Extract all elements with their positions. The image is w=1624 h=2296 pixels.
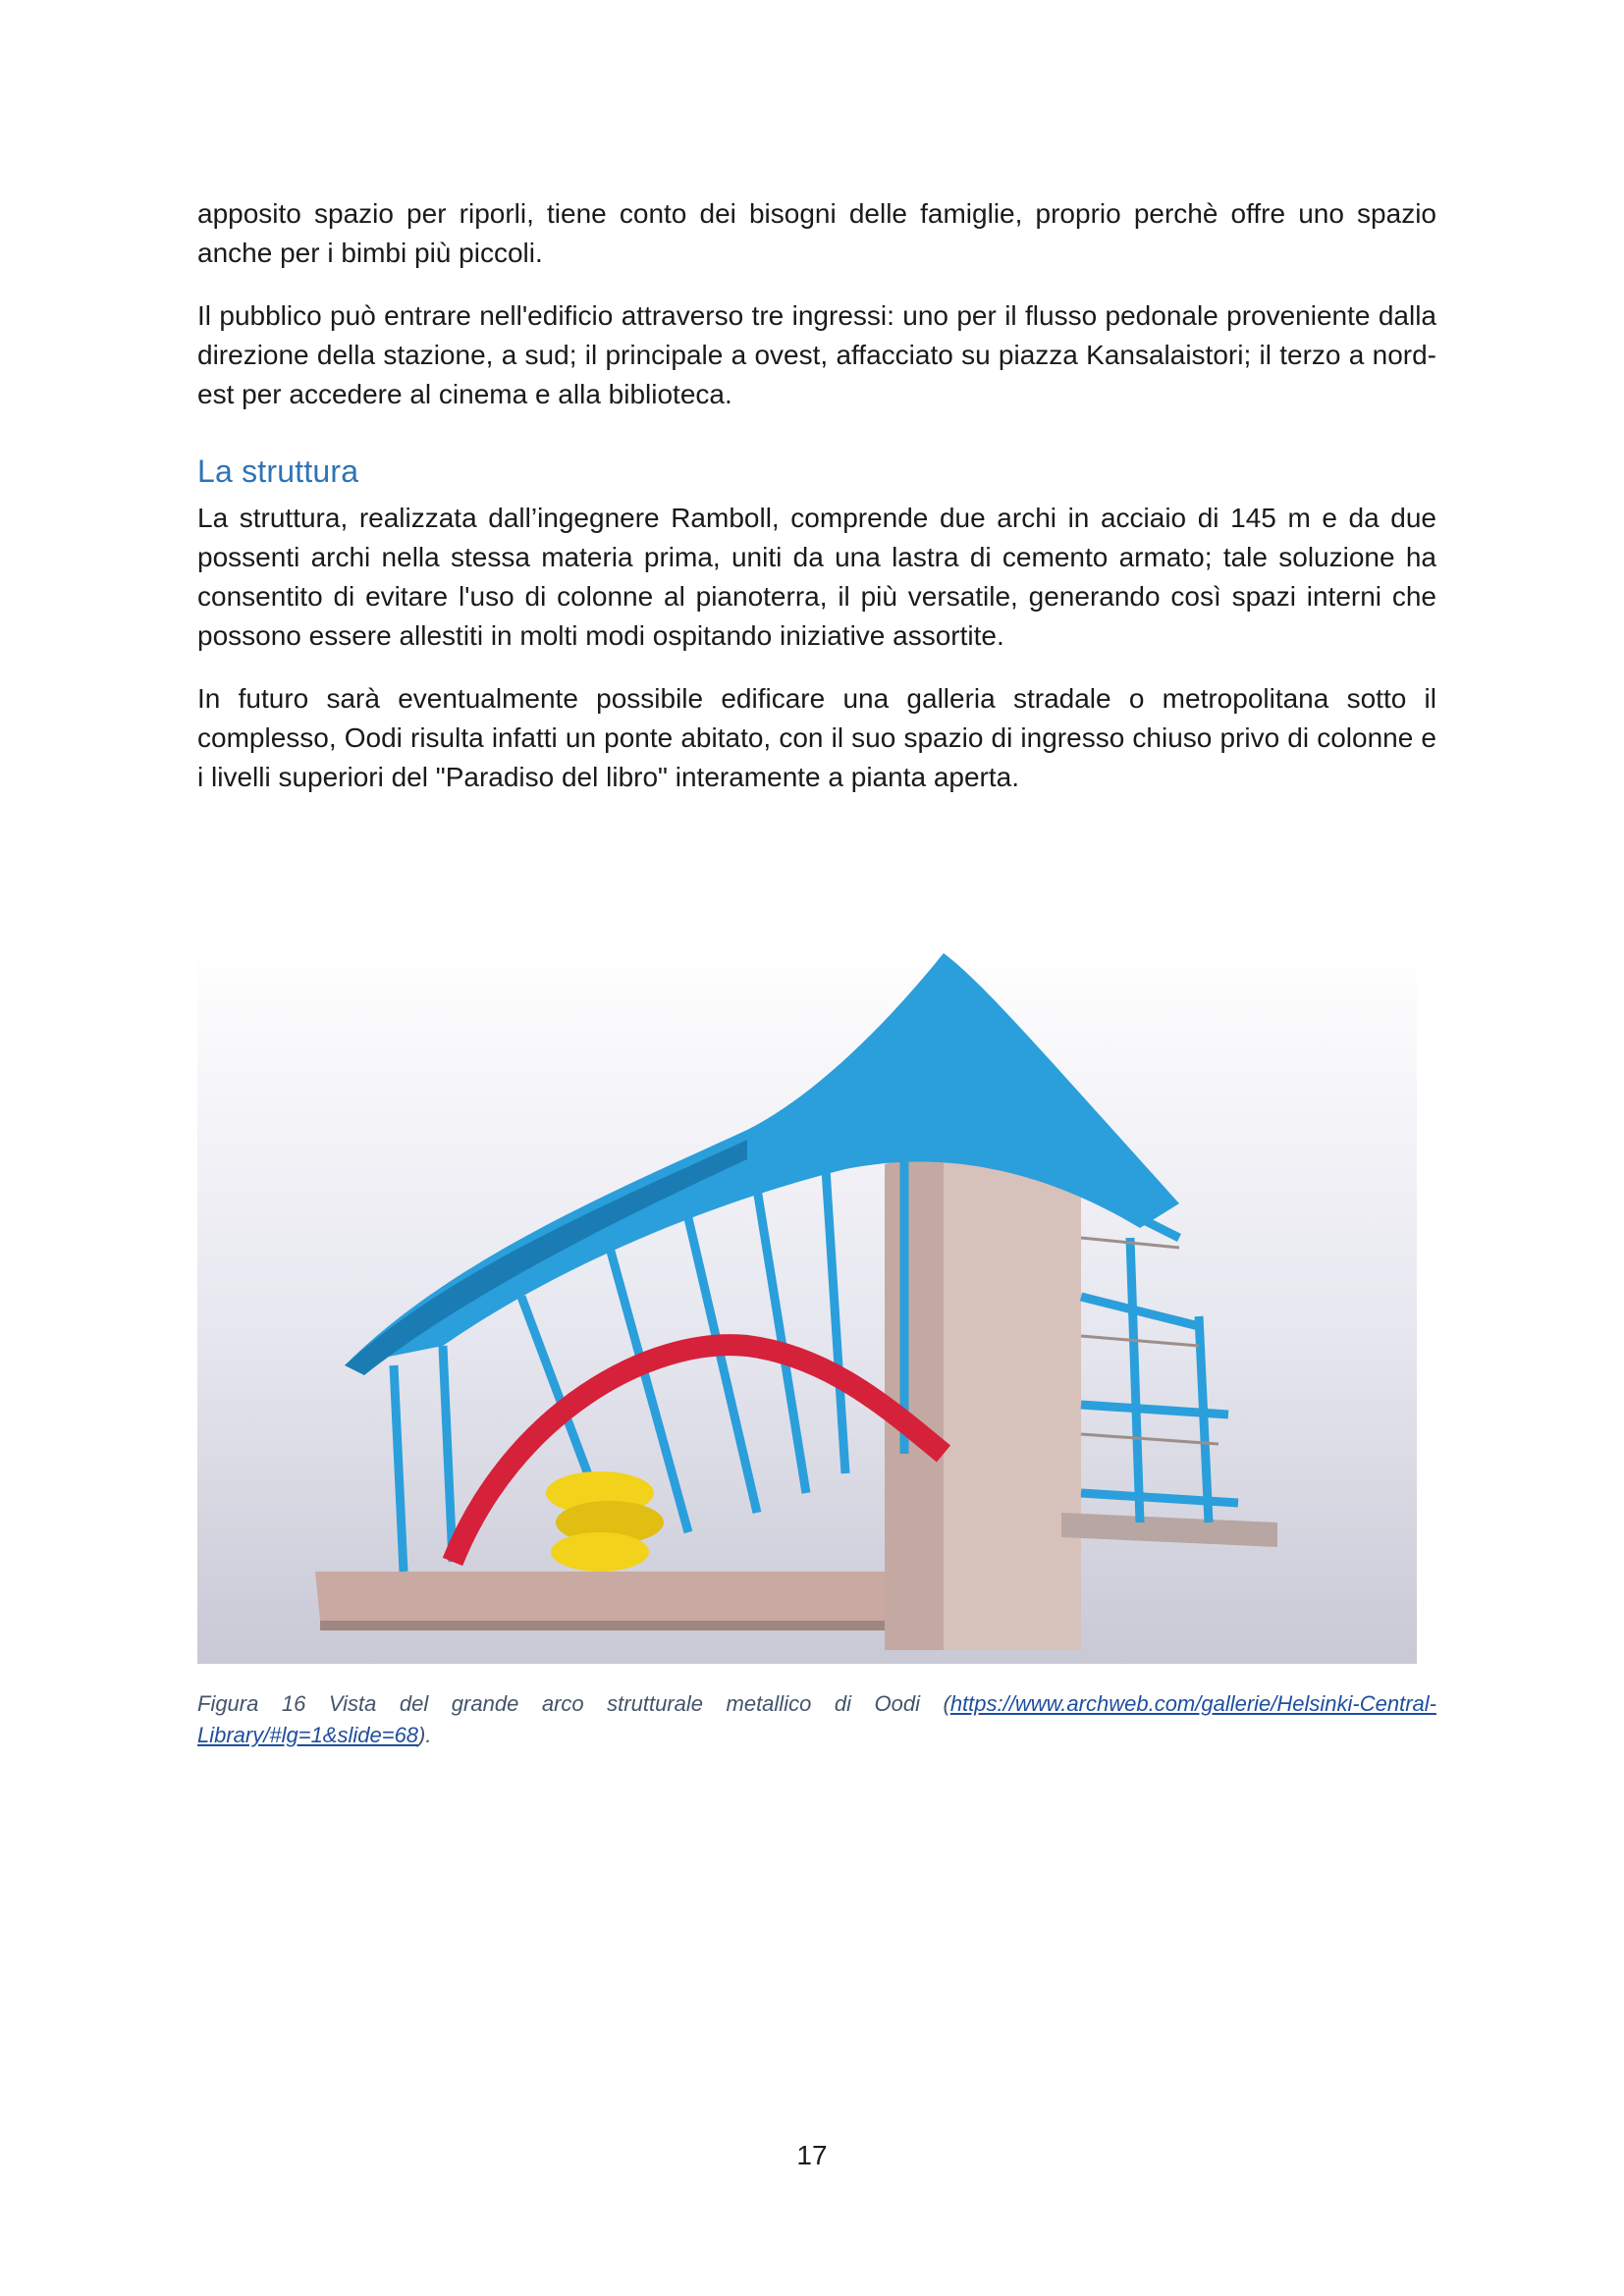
- section-heading: La struttura: [197, 454, 359, 489]
- paragraph-2: Il pubblico può entrare nell'edificio attraverso tre ingressi: uno per il flusso pedonale proveniente dalla direzione della stazione, a sud; il principale a ovest, affacciato su piazza Kansalaistori; il terzo a nord-est per accedere al cinema e alla biblioteca.: [197, 300, 1436, 409]
- section-paragraph-1: La struttura, realizzata dall’ingegnere Ramboll, comprende due archi in acciaio di 145 m e da due possenti archi nella stessa materia prima, uniti da una lastra di cemento armato; tale soluzione ha consentito di evitare l'uso di colonne al pianoterra, il più versatile, generando così spazi interni che possono essere allestiti in molti modi ospitando iniziative assortite.: [197, 503, 1436, 651]
- paragraph-1: apposito spazio per riporli, tiene conto dei bisogni delle famiglie, proprio perchè offre uno spazio anche per i bimbi più piccoli.: [197, 198, 1436, 268]
- figure-caption: [197, 1688, 1436, 1751]
- structure-figure-image: [197, 943, 1417, 1664]
- caption-link[interactable]: https://www.archweb.com/gallerie/Helsinki-Central-Library/#lg=1&slide=68: [197, 1691, 1436, 1747]
- page-number: 17: [796, 2140, 828, 2170]
- section-paragraph-2: In futuro sarà eventualmente possibile edificare una galleria stradale o metropolitana sotto il complesso, Oodi risulta infatti un ponte abitato, con il suo spazio di ingresso chiuso privo di colonne e i livelli superiori del "Paradiso del libro" interamente a pianta aperta.: [197, 683, 1436, 792]
- caption-prefix: Figura 16 Vista del grande arco strutturale metallico di Oodi (: [197, 1691, 950, 1716]
- caption-suffix: ).: [418, 1723, 432, 1747]
